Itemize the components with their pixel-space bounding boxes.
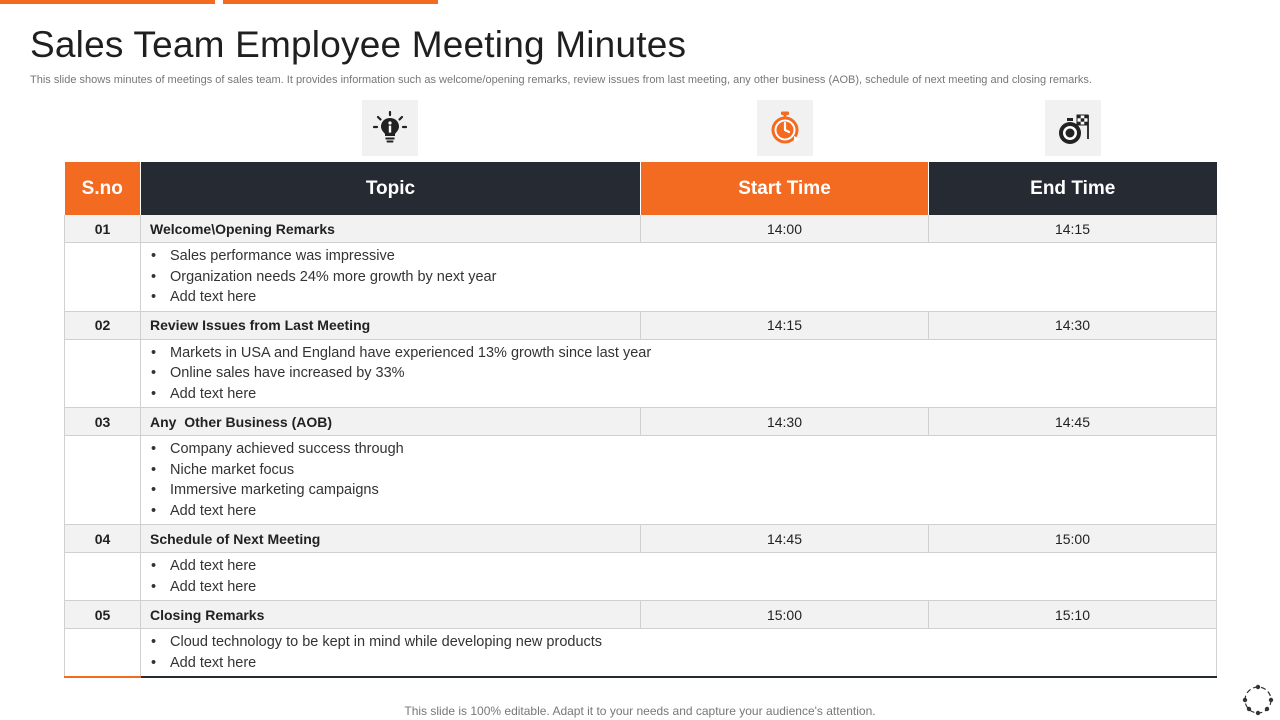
row-number: 04 <box>65 525 141 553</box>
list-item: • Add text here <box>151 287 1216 308</box>
bullet-list <box>141 343 1216 405</box>
row-topic: Schedule of Next Meeting <box>141 525 641 553</box>
lightbulb-info-icon <box>362 100 418 156</box>
bullet-list <box>141 556 1216 597</box>
row-topic: Review Issues from Last Meeting <box>141 311 641 339</box>
meeting-minutes-table <box>64 162 1217 678</box>
row-end-time: 15:00 <box>929 525 1217 553</box>
header-topic: Topic <box>141 162 641 215</box>
bullet-list <box>141 246 1216 308</box>
stopwatch-icon <box>757 100 813 156</box>
row-end-time: 15:10 <box>929 601 1217 629</box>
list-item: • Add text here <box>151 501 1216 522</box>
page-title: Sales Team Employee Meeting Minutes <box>30 24 687 65</box>
row-details <box>65 629 1217 678</box>
list-item: • Immersive marketing campaigns <box>151 480 1216 501</box>
row-start-time: 14:00 <box>641 215 929 243</box>
row-topic: Any Other Business (AOB) <box>141 408 641 436</box>
row-number: 03 <box>65 408 141 436</box>
table-row <box>65 525 1217 553</box>
row-end-time: 14:45 <box>929 408 1217 436</box>
bullet-list <box>141 439 1216 521</box>
header-end-time: End Time <box>929 162 1217 215</box>
list-item: • Cloud technology to be kept in mind while developing new products <box>151 632 1216 653</box>
header-start-time: Start Time <box>641 162 929 215</box>
bullet-list <box>141 632 1216 673</box>
row-start-time: 14:45 <box>641 525 929 553</box>
finish-flag-icon <box>1045 100 1101 156</box>
table-row <box>65 408 1217 436</box>
table-row <box>65 601 1217 629</box>
row-end-time: 14:30 <box>929 311 1217 339</box>
cycle-logo-icon <box>1240 682 1276 718</box>
row-start-time: 14:15 <box>641 311 929 339</box>
row-details <box>65 243 1217 312</box>
table-header-row <box>65 162 1217 215</box>
top-accent-bar-right <box>223 0 438 4</box>
list-item: • Add text here <box>151 577 1216 598</box>
list-item: • Add text here <box>151 653 1216 674</box>
list-item: • Online sales have increased by 33% <box>151 363 1216 384</box>
list-item: • Niche market focus <box>151 460 1216 481</box>
list-item: • Add text here <box>151 556 1216 577</box>
page-subtitle: This slide shows minutes of meetings of sales team. It provides information such as welcome/opening remarks, review issues from last meeting, any other business (AOB), schedule of next meeting and closing remarks. <box>30 74 1092 86</box>
list-item: • Sales performance was impressive <box>151 246 1216 267</box>
row-number: 01 <box>65 215 141 243</box>
list-item: • Company achieved success through <box>151 439 1216 460</box>
header-sno: S.no <box>65 162 141 215</box>
row-topic: Welcome\Opening Remarks <box>141 215 641 243</box>
row-details <box>65 339 1217 408</box>
table-row <box>65 311 1217 339</box>
top-accent-bar-left <box>0 0 215 4</box>
table-row <box>65 215 1217 243</box>
list-item: • Organization needs 24% more growth by next year <box>151 267 1216 288</box>
row-topic: Closing Remarks <box>141 601 641 629</box>
row-number: 05 <box>65 601 141 629</box>
list-item: • Markets in USA and England have experienced 13% growth since last year <box>151 343 1216 364</box>
row-end-time: 14:15 <box>929 215 1217 243</box>
list-item: • Add text here <box>151 384 1216 405</box>
row-start-time: 15:00 <box>641 601 929 629</box>
row-details <box>65 553 1217 601</box>
footer-note: This slide is 100% editable. Adapt it to your needs and capture your audience's attention. <box>404 704 876 718</box>
row-details <box>65 436 1217 525</box>
row-start-time: 14:30 <box>641 408 929 436</box>
row-number: 02 <box>65 311 141 339</box>
